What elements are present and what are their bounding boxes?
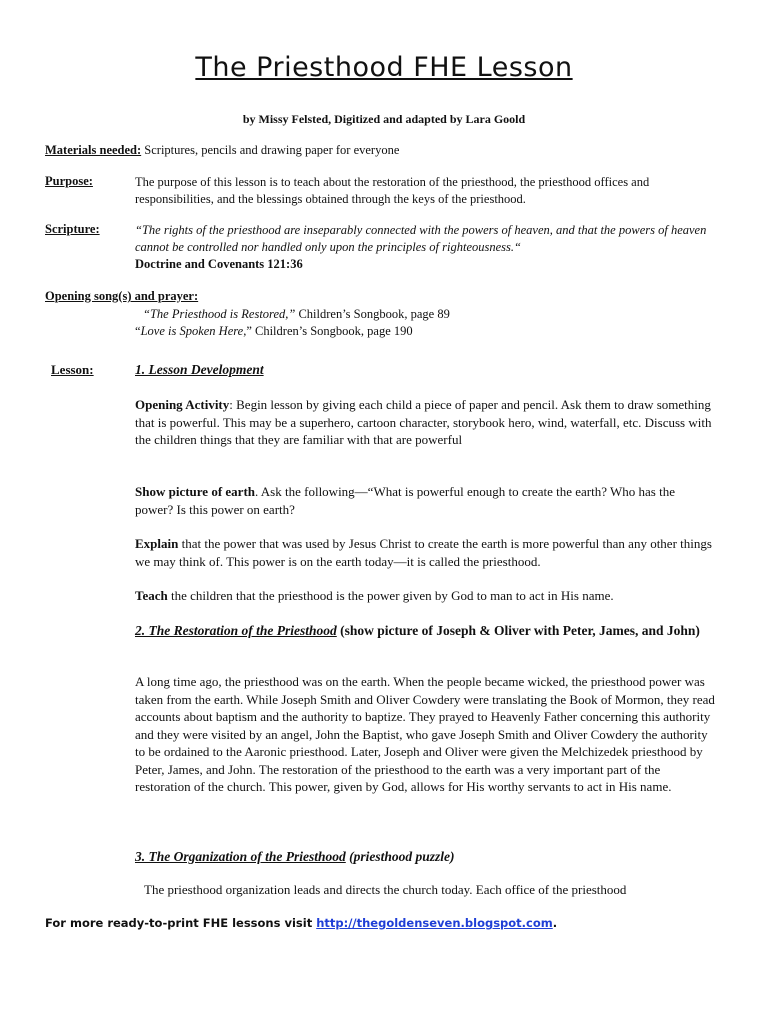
- purpose-label: Purpose:: [45, 174, 93, 188]
- scripture-block: [135, 222, 725, 273]
- song-title: “The Priesthood is Restored,”: [143, 307, 296, 321]
- song-title: Love is Spoken Here: [140, 324, 244, 338]
- materials-label: Materials needed:: [45, 143, 142, 157]
- purpose-text: The purpose of this lesson is to teach about the restoration of the priesthood, the priesthood offices and responsibilities, and the blessings obtained through the keys of the priesthood.: [135, 175, 650, 206]
- restoration-paragraph: A long time ago, the priesthood was on the earth. When the people became wicked, the priesthood power was taken from the earth. While Joseph Smith and Oliver Cowdery were translating the Book of Mormon, they read accounts about baptism and the authority to baptize. They prayed to Heavenly Father concerning this authority and they were visited by an angel, John the Baptist, who gave Joseph Smith and Oliver Cowdery the authority to be ordained to the Aaronic priesthood. Later, Joseph and Oliver were given the Melchizedek priesthood by Peter, James, and John. The restoration of the priesthood to the earth was a very important part of the restoration of the church. This power, given by God, allows for His worthy servants to act in His name.: [135, 674, 715, 794]
- explain-paragraph: Explain that the power that was used by Jesus Christ to create the earth is more powerful than any other things we may think of. This power is on the earth today—it is called the priesthood.: [135, 536, 712, 569]
- scripture-reference: Doctrine and Covenants 121:36: [135, 257, 303, 271]
- blog-link[interactable]: http://thegoldenseven.blogspot.com: [316, 916, 553, 930]
- song-source: Children’s Songbook, page 89: [295, 307, 450, 321]
- document-title: The Priesthood FHE Lesson: [195, 52, 573, 83]
- scripture-label: Scripture:: [45, 222, 100, 236]
- materials-row: [45, 142, 725, 159]
- teach-paragraph: Teach the children that the priesthood is the power given by God to man to act in His name.: [135, 588, 614, 603]
- scripture-quote: “The rights of the priesthood are inseparably connected with the powers of heaven, and that the powers of heaven cannot be controlled nor handled only upon the principles of righteousness.“: [135, 223, 707, 254]
- section-3-heading: 3. The Organization of the Priesthood (priesthood puzzle): [135, 849, 455, 864]
- materials-text: Scriptures, pencils and drawing paper for everyone: [141, 143, 400, 157]
- lesson-label: Lesson:: [51, 362, 94, 377]
- byline: by Missy Felsted, Digitized and adapted by Lara Goold: [242, 112, 526, 126]
- song-source: ,” Children’s Songbook, page 190: [243, 324, 413, 338]
- section-2-heading: 2. The Restoration of the Priesthood (show picture of Joseph & Oliver with Peter, James, and John): [135, 623, 700, 638]
- show-picture-paragraph: Show picture of earth. Ask the following—“What is powerful enough to create the earth? Who has the power? Is this power on earth?: [135, 484, 675, 517]
- opening-label: Opening song(s) and prayer:: [45, 289, 199, 303]
- songs-list: [135, 306, 450, 340]
- footer: For more ready-to-print FHE lessons visit http://thegoldenseven.blogspot.com.: [45, 916, 558, 930]
- opening-activity-paragraph: Opening Activity: Begin lesson by giving each child a piece of paper and pencil. Ask them to draw something that is powerful. This may be a superhero, cartoon character, storybook hero, wind, waterfall, etc. Discuss with the children things that they are familiar with that are powerful: [135, 397, 712, 447]
- organization-paragraph: The priesthood organization leads and directs the church today. Each office of the priesthood: [144, 882, 627, 897]
- song-item: “Love is Spoken Here,” Children’s Songbook, page 190: [135, 324, 413, 338]
- section-1-heading: 1. Lesson Development: [135, 362, 264, 377]
- song-item: [135, 306, 450, 323]
